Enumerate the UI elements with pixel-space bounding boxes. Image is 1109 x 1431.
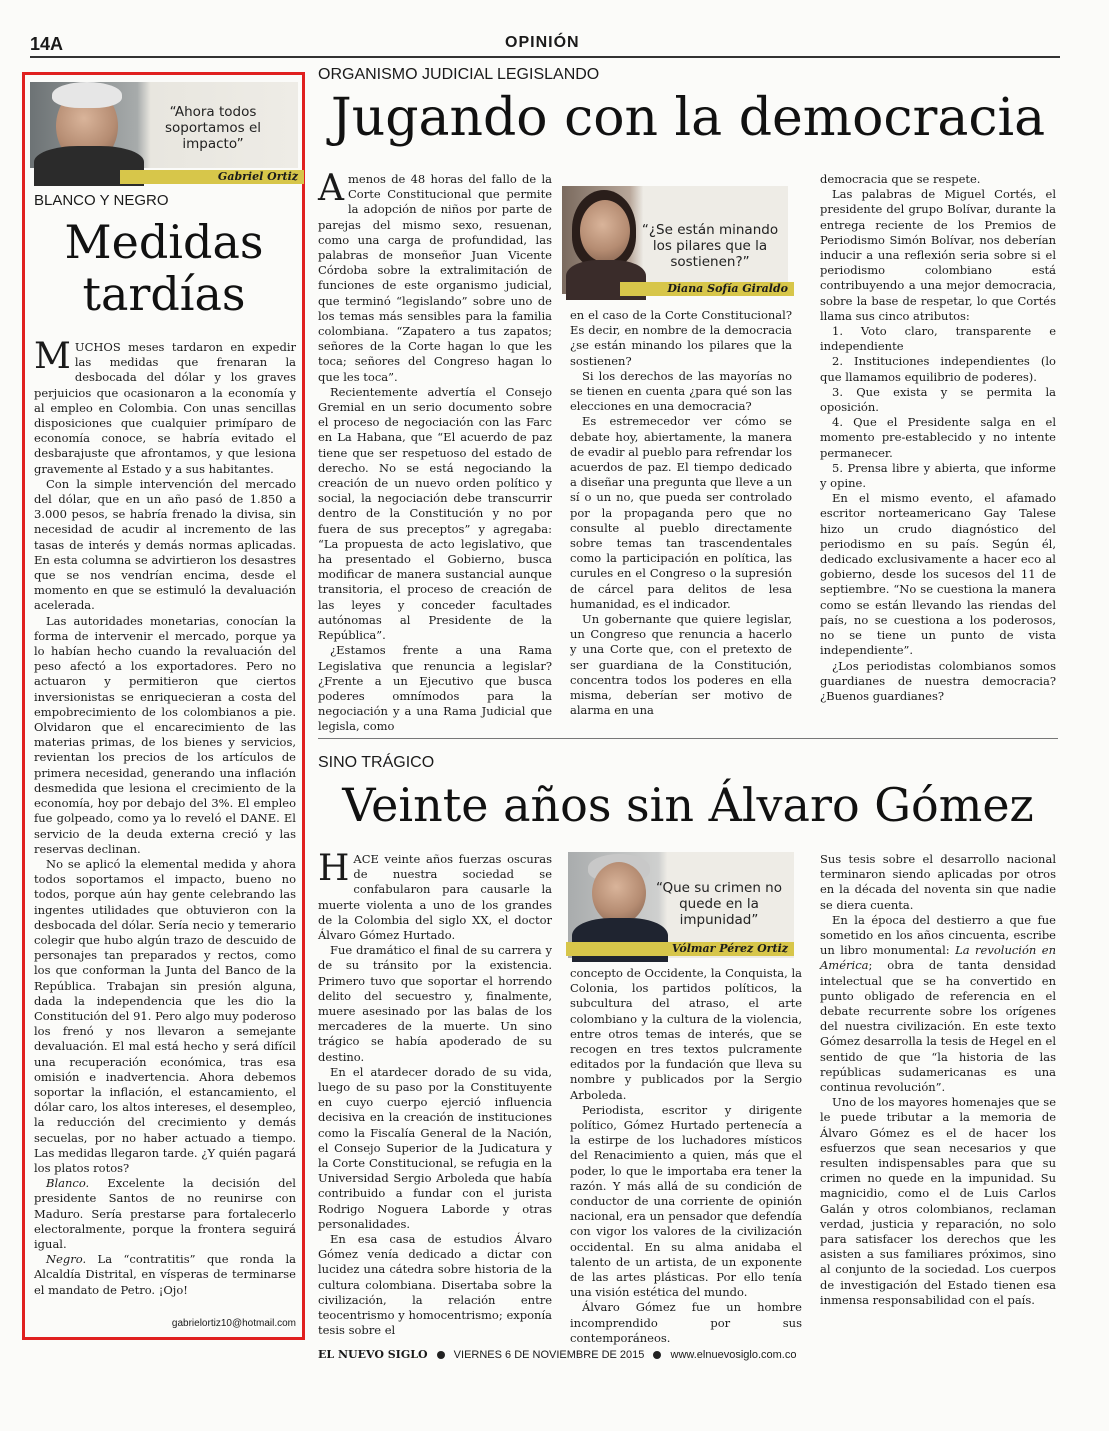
paragraph: ¿Estamos frente a una Rama Legislativa que renuncia a legislar? ¿Frente a un Ejecutivo que busca poderes omnímodos para la negociación y a una Rama Judicial que legisla, como <box>318 643 552 734</box>
drop-cap: M <box>34 336 71 377</box>
article-1-column-2 <box>570 308 792 718</box>
footer-brand: EL NUEVO SIGLO <box>318 1348 428 1361</box>
page-footer <box>318 1348 796 1361</box>
paragraph <box>34 336 296 477</box>
article-body-left <box>34 336 296 1330</box>
paragraph: HACE veinte años fuerzas oscuras de nuestra sociedad se confabularon para causarle la muerte violenta a uno de los grandes de la Colombia del siglo XX, el doctor Álvaro Gómez Hurtado. <box>318 848 552 943</box>
headline-article-2: Veinte años sin Álvaro Gómez <box>342 778 1034 832</box>
paragraph: Si los derechos de las mayorías no se tienen en cuenta ¿para qué son las elecciones en una democracia? <box>570 368 792 414</box>
pull-quote-left: “Ahora todos soportamos el impacto” <box>164 104 262 152</box>
article-2-column-2 <box>570 966 802 1345</box>
lead-word: UCHOS <box>74 340 121 354</box>
paragraph: En la época del destierro a que fue sometido en los años cincuenta, escribe un libro monumental: La revolución en América; obra de tanta densidad intelectual que se ha convertido en punto obligado de referencia en el debate recurrente sobre los orígenes del nuestra civilización. En este texto Gómez desarrolla la tesis de Hegel en el sentido de que “la historia de las repúblicas sudamericanas es una continua revolución”. <box>820 912 1056 1095</box>
blanco-label: Blanco. <box>46 1176 90 1191</box>
negro-label: Negro. <box>46 1252 87 1267</box>
paragraph: Fue dramático el final de su carrera y de su tránsito por la existencia. Primero tuvo que soportar el horrendo delito del secuestro y, finalmente, muere asesinado por las balas de los mercaderes de la muerte. Un sino trágico se había apoderado de su destino. <box>318 943 552 1064</box>
drop-cap: H <box>318 848 350 889</box>
paragraph: Las autoridades monetarias, conocían la forma de intervenir el mercado, porque ya lo habían hecho cuando la revaluación del peso afectó a los exportadores. Pero no actuaron y permitieron que ciertos inversionistas se enriquecieran a costa del empobrecimiento de los colombianos a pie. Olvidaron que el encarecimiento de las materias primas, de los bienes y servicios, revientan los precios de los artículos de primera necesidad, generando una inflación desmedida que lesiona el crecimiento de la economía, hoy por debajo del 3%. El empleo fue golpeado, como ya lo reveló el DANE. El servicio de la deuda externa creció y las reservas declinan. <box>34 613 296 856</box>
paragraph: Negro. La “contratitis” que ronda la Alcaldía Distrital, en vísperas de terminarse el mandato de Petro. ¡Ojo! <box>34 1252 296 1297</box>
bullet-icon <box>653 1351 661 1359</box>
paragraph: 3. Que exista y se permita la oposición. <box>820 384 1056 415</box>
article-2-column-1 <box>318 848 552 1338</box>
paragraph: En el atardecer dorado de su vida, luego de su paso por la Constituyente en cuyo cuerpo ejerció influencia decisiva en la creación de instituciones como la Fiscalía General de la Nación, el Consejo Superior de la Judicatura y la Corte Constitucional, se refugia en la Universidad Sergio Arboleda que había contribuido a fundar con el jurista Rodrigo Noguera Laborde y otras personalidades. <box>318 1064 552 1231</box>
paragraph: Blanco. Excelente la decisión del presidente Santos de no reunirse con Maduro. Sería prestarse para fortalecerlo electoralmente, porque la frontera seguirá igual. <box>34 1176 296 1251</box>
paragraph: Recientemente advertía el Consejo Gremial en un serio documento sobre el proceso de negociación con las Farc en La Habana, que “El acuerdo de paz tiene que ser respetuoso del estado de derecho. No se está negociando la creación de un nuevo orden político y social, la negociación debe transcurrir dentro de la Constitución y no por fuera de sus preceptos” y agregaba: “La propuesta de acto legislativo, que ha presentado el Gobierno, busca modificar de manera sustancial aunque transitoria, el proceso de creación de las leyes y conceder facultades autónomas al Presidente de la República”. <box>318 384 552 643</box>
footer-date: VIERNES 6 DE NOVIEMBRE DE 2015 <box>453 1349 645 1361</box>
header-rule <box>30 56 1060 58</box>
lead-word: ACE <box>353 852 379 866</box>
paragraph: Las palabras de Miguel Cortés, el presidente del grupo Bolívar, durante la entrega reciente de los Premios de Periodismo Simón Bolívar, nos deberían inducir a una reflexión seria sobre si el periodismo colombiano está contribuyendo a una mejor democracia, sobre la base de respetar, lo que Cortés llama sus cinco atributos: <box>820 187 1056 323</box>
paragraph: En el mismo evento, el afamado escritor norteamericano Gay Talese hizo un crudo diagnóstico del periodismo en su país. Según él, dedicado exclusivamente a hacer eco al gobierno, desde los sucesos del 11 de septiembre. “No se cuestiona la manera como se están llevando las riendas del país, no se cuestiona a los poderosos, no se tiene un punto de vista independiente”. <box>820 491 1056 658</box>
article-1-column-1 <box>318 168 552 734</box>
article-2-column-3 <box>820 852 1056 1332</box>
paragraph: Con la simple intervención del mercado del dólar, que en un año pasó de 1.850 a 3.000 pesos, se habría frenado la divisa, sin necesidad de acudir al incremento de las tasas de interés y demás normas aplicadas. En esta columna se advirtieron los desastres que se nos vendrían encima, desde el momento en que se estimuló la devaluación acelerada. <box>34 476 296 613</box>
paragraph: Sus tesis sobre el desarrollo nacional terminaron siendo aplicadas por otros en la década del noventa sin que nadie se diera cuenta. <box>820 852 1056 912</box>
paragraph: Álvaro Gómez fue un hombre incomprendido por sus contemporáneos. <box>570 1300 802 1345</box>
paragraph: en el caso de la Corte Constitucional? Es decir, en nombre de la democracia ¿se están minando los pilares que la sostienen? <box>570 308 792 368</box>
headline-left: Medidas tardías <box>64 215 264 321</box>
paragraph: Es estremecedor ver cómo se debate hoy, abiertamente, la manera de evadir al pueblo para refrendar los acuerdos de paz. El tiempo dedicado a diseñar una pregunta que lleve a un sí o un no, que pueda ser controlado por la propaganda pero que no consulte al pueblo directamente sobre temas tan trascendentales como la participación en política, las curules en el Congreso o la supresión de cárcel para delitos de lesa humanidad, es el indicador. <box>570 414 792 611</box>
paragraph: Periodista, escritor y dirigente político, Gómez Hurtado pertenecía a la estirpe de los luchadores místicos del Renacimiento a quien, más que el poder, lo que le importaba era tener la razón. Y más allá de su condición de conductor de una corriente de opinión nacional, era un pensador que defendía con vigor los valores de la civilización occidental. En su alma anidaba el talento de un artista, de un exponente de las artes plásticas. Por ello tenía una visión estética del mundo. <box>570 1102 802 1300</box>
author-name-left: Gabriel Ortiz <box>120 170 304 184</box>
article-divider <box>318 738 1058 739</box>
article-1-column-3 <box>820 172 1056 717</box>
paragraph: Uno de los mayores homenajes que se le puede tributar a la memoria de Álvaro Gómez es el de hacer los esfuerzos que sean necesarios y que resulten indispensables para que su crimen no quede en la impunidad. Su magnicidio, como el de Luis Carlos Galán y otros colombianos, reclaman verdad, justicia y reparación, no solo para satisfacer los derechos que les asisten a sus familiares próximos, sino al conjunto de la sociedad. Los cuerpos de investigación del Estado tienen esa inmensa responsabilidad con el país. <box>820 1095 1056 1307</box>
kicker-article-2: SINO TRÁGICO <box>318 754 435 771</box>
page-number: 14A <box>30 34 64 54</box>
paragraph: 1. Voto claro, transparente e independiente <box>820 324 1056 354</box>
pull-quote-article-2: “Que su crimen no quede en la impunidad” <box>655 880 782 928</box>
paragraph: ¿Los periodistas colombianos somos guardianes de nuestra democracia?¿Buenos guardianes? <box>820 658 1056 703</box>
paragraph: No se aplicó la elemental medida y ahora todos soportamos el impacto, bueno no todos, porque aún hay gente celebrando las ingentes utilidades que obtuvieron con la desbocada del dólar. Sería necio y temerario colegir que hubo algún trazo de descuido de personajes tan preparados y rectos, como los que conforman la Junta del Banco de la República. Trabajan sin presión alguna, dada la independencia que les dio la Constitución del 91. Pero algo muy poderoso los frenó y nos llevaron a semejante devaluación. El mal está hecho y será difícil una recuperación económica, tras esa omisión e inadvertencia. Ahora debemos soportar la inflación, el estancamiento, el dólar caro, los altos intereses, el desempleo, la reducción del crecimiento y demás secuelas, por no haber actuado a tiempo. Las medidas llegaron tarde. ¿Y quién pagará los platos rotos? <box>34 856 296 1175</box>
pull-quote-article-1: “¿Se están minando los pilares que la sostienen?” <box>641 222 779 270</box>
author-name-article-2: Vólmar Pérez Ortiz <box>566 942 794 956</box>
paragraph: 4. Que el Presidente salga en el momento pre-establecido y no intente permanecer. <box>820 415 1056 460</box>
kicker-article-1: ORGANISMO JUDICIAL LEGISLANDO <box>318 66 600 83</box>
paragraph: En esa casa de estudios Álvaro Gómez venía dedicado a dictar con lucidez una cátedra sobre historia de la cultura colombiana. Disertaba sobre la civilización, la relación entre teocentrismo y homocentrismo; exponía tesis sobre el <box>318 1232 552 1338</box>
drop-cap: A <box>318 168 344 209</box>
bullet-icon <box>437 1351 445 1359</box>
section-title: OPINIÓN <box>505 34 580 51</box>
paragraph: 5. Prensa libre y abierta, que informe y opine. <box>820 460 1056 491</box>
paragraph: democracia que se respete. <box>820 172 981 186</box>
book-title: La revolución en América <box>820 943 1056 973</box>
footer-url[interactable]: www.elnuevosiglo.com.co <box>670 1349 797 1361</box>
paragraph: 2. Instituciones independientes (lo que llamamos equilibrio de poderes). <box>820 354 1056 384</box>
author-name-article-1: Diana Sofía Giraldo <box>620 282 794 296</box>
paragraph: concepto de Occidente, la Conquista, la Colonia, los partidos políticos, la subcultura del atraso, el arte colombiano y la cultura de la violencia, entre otros temas de interés, que se recogen en tres textos pulcramente editados por la fundación que lleva su nombre y publicados por la Sergio Arboleda. <box>570 966 802 1102</box>
headline-article-1: Jugando con la democracia <box>330 88 1046 148</box>
author-email[interactable]: gabrielortiz10@hotmail.com <box>171 1318 296 1329</box>
paragraph: Amenos de 48 horas del fallo de la Corte Constitucional que permite la adopción de niños por parte de parejas del mismo sexo, resuenan, como una carga de profundidad, las palabras de monseñor Juan Vicente Córdoba sobre la extralimitación de funciones de este organismo judicial, que terminó “legislando” sobre uno de los temas más sensibles para la familia colombiana. “Zapatero a tus zapatos; señores de la Corte hagan lo que les toca; señores del Congreso hagan lo que les toca”. <box>318 168 552 384</box>
paragraph-text: meses tardaron en expedir las medidas que frenaran la desbocada del dólar y los graves perjuicios que ocasionaron a la economía y al empleo en Colombia. Con unas sencillas disposiciones que cualquier primíparo de economía conoce, se habría evitado el desbarajuste que afrontamos, y que lesiona gravemente al Estado y a sus habitantes. <box>34 340 296 476</box>
paragraph: Un gobernante que quiere legislar, un Congreso que renuncia a hacerlo y una Corte que, con el pretexto de ser guardiana de la Constitución, concentra todos los poderes en ella misma, deberían ser motivo de alarma en una <box>570 612 792 718</box>
kicker-left: BLANCO Y NEGRO <box>34 192 169 209</box>
